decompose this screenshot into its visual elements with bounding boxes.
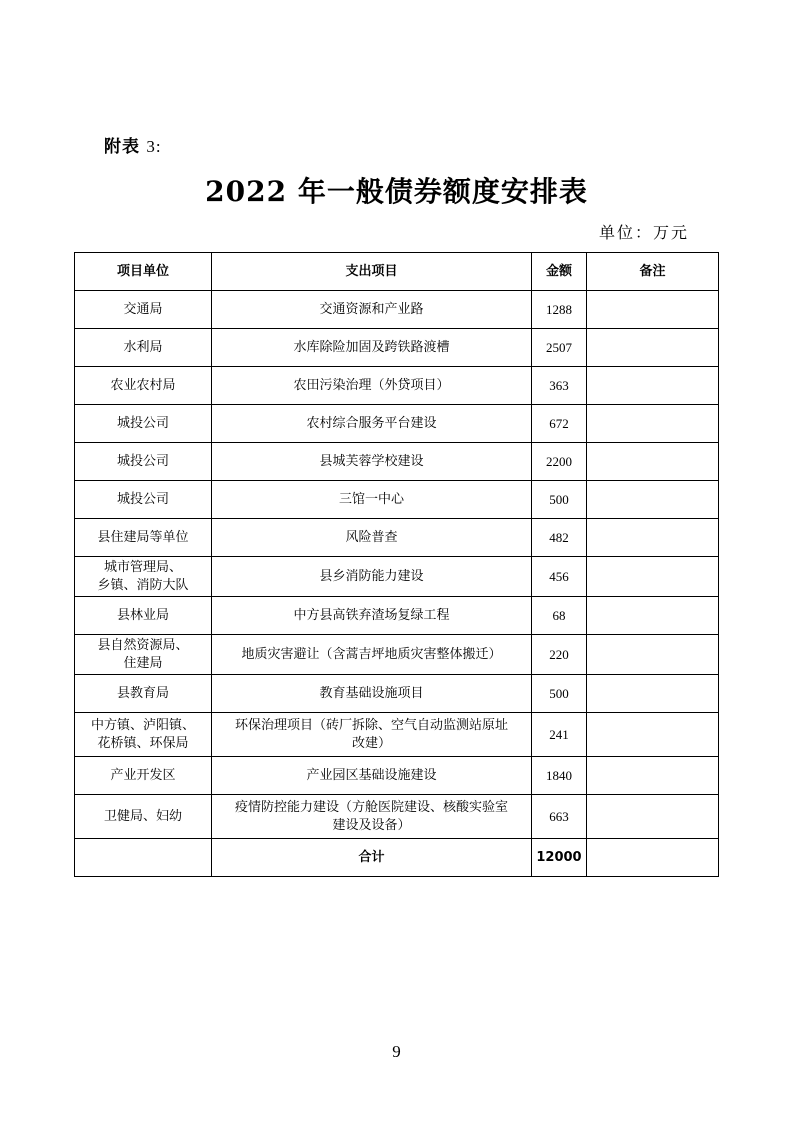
document-title: 2022 年一般债券额度安排表 [205, 175, 588, 208]
cell-project: 中方县高铁弃渣场复绿工程 [212, 597, 532, 635]
cell-unit: 城投公司 [75, 405, 212, 443]
cell-project: 县乡消防能力建设 [212, 557, 532, 597]
cell-note [587, 635, 719, 675]
cell-unit: 县住建局等单位 [75, 519, 212, 557]
total-amount: 12000 [532, 839, 587, 877]
table-row [75, 597, 719, 635]
table-row [75, 519, 719, 557]
cell-project: 地质灾害避让（含蒿吉坪地质灾害整体搬迁） [212, 635, 532, 675]
cell-note [587, 481, 719, 519]
table-row [75, 635, 719, 675]
cell-unit: 农业农村局 [75, 367, 212, 405]
table-row [75, 557, 719, 597]
cell-project: 教育基础设施项目 [212, 675, 532, 713]
total-label: 合计 [212, 839, 532, 877]
cell-unit: 县教育局 [75, 675, 212, 713]
cell-note [587, 405, 719, 443]
cell-amount: 456 [532, 557, 587, 597]
cell-note [587, 597, 719, 635]
cell-unit: 城市管理局、 乡镇、消防大队 [75, 557, 212, 597]
table-row [75, 757, 719, 795]
column-header-unit: 项目单位 [75, 253, 212, 291]
table-row [75, 329, 719, 367]
cell-amount: 672 [532, 405, 587, 443]
cell-amount: 220 [532, 635, 587, 675]
table-header-row [75, 253, 719, 291]
cell-unit: 产业开发区 [75, 757, 212, 795]
total-note-cell [587, 839, 719, 877]
cell-project: 水库除险加固及跨铁路渡槽 [212, 329, 532, 367]
cell-project: 三馆一中心 [212, 481, 532, 519]
cell-project: 农村综合服务平台建设 [212, 405, 532, 443]
cell-amount: 241 [532, 713, 587, 757]
table-row [75, 713, 719, 757]
cell-note [587, 675, 719, 713]
cell-note [587, 713, 719, 757]
cell-amount: 663 [532, 795, 587, 839]
cell-unit: 交通局 [75, 291, 212, 329]
cell-note [587, 519, 719, 557]
table-row [75, 443, 719, 481]
column-header-note: 备注 [587, 253, 719, 291]
cell-project: 风险普查 [212, 519, 532, 557]
cell-project: 交通资源和产业路 [212, 291, 532, 329]
table-row [75, 795, 719, 839]
cell-note [587, 795, 719, 839]
cell-unit: 城投公司 [75, 481, 212, 519]
column-header-project: 支出项目 [212, 253, 532, 291]
cell-note [587, 757, 719, 795]
cell-unit: 县林业局 [75, 597, 212, 635]
cell-project: 疫情防控能力建设（方舱医院建设、核酸实验室 建设及设备） [212, 795, 532, 839]
total-unit-cell [75, 839, 212, 877]
cell-unit: 县自然资源局、 住建局 [75, 635, 212, 675]
cell-unit: 城投公司 [75, 443, 212, 481]
cell-project: 县城芙蓉学校建设 [212, 443, 532, 481]
cell-amount: 500 [532, 481, 587, 519]
column-header-amount: 金额 [532, 253, 587, 291]
cell-note [587, 443, 719, 481]
table-row [75, 291, 719, 329]
cell-project: 产业园区基础设施建设 [212, 757, 532, 795]
cell-project: 环保治理项目（砖厂拆除、空气自动监测站原址 改建） [212, 713, 532, 757]
table-row [75, 405, 719, 443]
cell-note [587, 329, 719, 367]
cell-note [587, 367, 719, 405]
cell-note [587, 291, 719, 329]
cell-note [587, 557, 719, 597]
cell-unit: 卫健局、妇幼 [75, 795, 212, 839]
total-row [75, 839, 719, 877]
page-number: 9 [392, 1042, 401, 1061]
cell-amount: 1840 [532, 757, 587, 795]
cell-amount: 482 [532, 519, 587, 557]
attachment-label [104, 132, 162, 157]
cell-amount: 2200 [532, 443, 587, 481]
cell-amount: 2507 [532, 329, 587, 367]
cell-unit: 水利局 [75, 329, 212, 367]
table-row [75, 675, 719, 713]
cell-amount: 363 [532, 367, 587, 405]
cell-amount: 1288 [532, 291, 587, 329]
cell-amount: 500 [532, 675, 587, 713]
cell-project: 农田污染治理（外贷项目） [212, 367, 532, 405]
table-row [75, 367, 719, 405]
unit-label: 单位：万元 [598, 223, 689, 242]
cell-amount: 68 [532, 597, 587, 635]
attachment-number: 3: [146, 137, 162, 156]
cell-unit: 中方镇、泸阳镇、 花桥镇、环保局 [75, 713, 212, 757]
attachment-prefix: 附表 [104, 137, 140, 157]
table-row [75, 481, 719, 519]
bond-allocation-table [74, 252, 719, 877]
